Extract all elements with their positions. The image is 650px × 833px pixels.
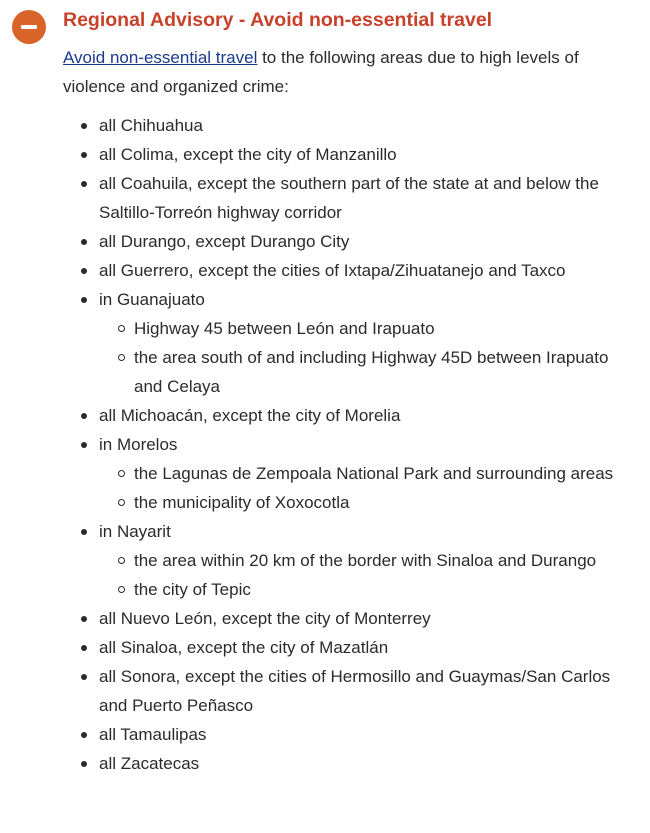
list-item-nuevo-leon: all Nuevo León, except the city of Monterrey [63, 604, 633, 633]
list-item-chihuahua: all Chihuahua [63, 111, 633, 140]
list-item-morelos [63, 430, 633, 517]
sub-list-item-zempoala: the Lagunas de Zempoala National Park and surrounding areas [99, 459, 633, 488]
list-item-colima: all Colima, except the city of Manzanillo [63, 140, 633, 169]
list-item-guanajuato-label: in Guanajuato [99, 290, 205, 309]
nayarit-sub-list [99, 546, 633, 604]
advisory-title: Regional Advisory - Avoid non-essential travel [63, 9, 493, 31]
list-item-nayarit [63, 517, 633, 604]
list-item-sinaloa: all Sinaloa, except the city of Mazatlán [63, 633, 633, 662]
list-item-coahuila: all Coahuila, except the southern part of the state at and below the Saltillo-Torreón highway corridor [63, 169, 633, 227]
list-item-guanajuato [63, 285, 633, 401]
sub-list-item-tepic: the city of Tepic [99, 575, 633, 604]
list-item-nayarit-label: in Nayarit [99, 522, 171, 541]
sub-list-item-xoxocotla: the municipality of Xoxocotla [99, 488, 633, 517]
list-item-michoacan: all Michoacán, except the city of Morelia [63, 401, 633, 430]
sub-list-item-highway-45d: the area south of and including Highway 45D between Irapuato and Celaya [99, 343, 633, 401]
advisory-intro-text: to the following areas due to high levels of violence and organized crime: [63, 48, 579, 96]
guanajuato-sub-list [99, 314, 633, 401]
list-item-durango: all Durango, except Durango City [63, 227, 633, 256]
morelos-sub-list [99, 459, 633, 517]
list-item-morelos-label: in Morelos [99, 435, 178, 454]
list-item-zacatecas: all Zacatecas [63, 749, 633, 778]
sub-list-item-highway-45: Highway 45 between León and Irapuato [99, 314, 633, 343]
area-list [63, 111, 633, 778]
list-item-sonora: all Sonora, except the cities of Hermosillo and Guaymas/San Carlos and Puerto Peñasco [63, 662, 633, 720]
minus-circle-icon [12, 10, 46, 44]
avoid-travel-link[interactable]: Avoid non-essential travel [63, 48, 258, 67]
advisory-intro [63, 43, 633, 101]
sub-list-item-border-area: the area within 20 km of the border with Sinaloa and Durango [99, 546, 633, 575]
list-item-tamaulipas: all Tamaulipas [63, 720, 633, 749]
list-item-guerrero: all Guerrero, except the cities of Ixtapa/Zihuatanejo and Taxco [63, 256, 633, 285]
